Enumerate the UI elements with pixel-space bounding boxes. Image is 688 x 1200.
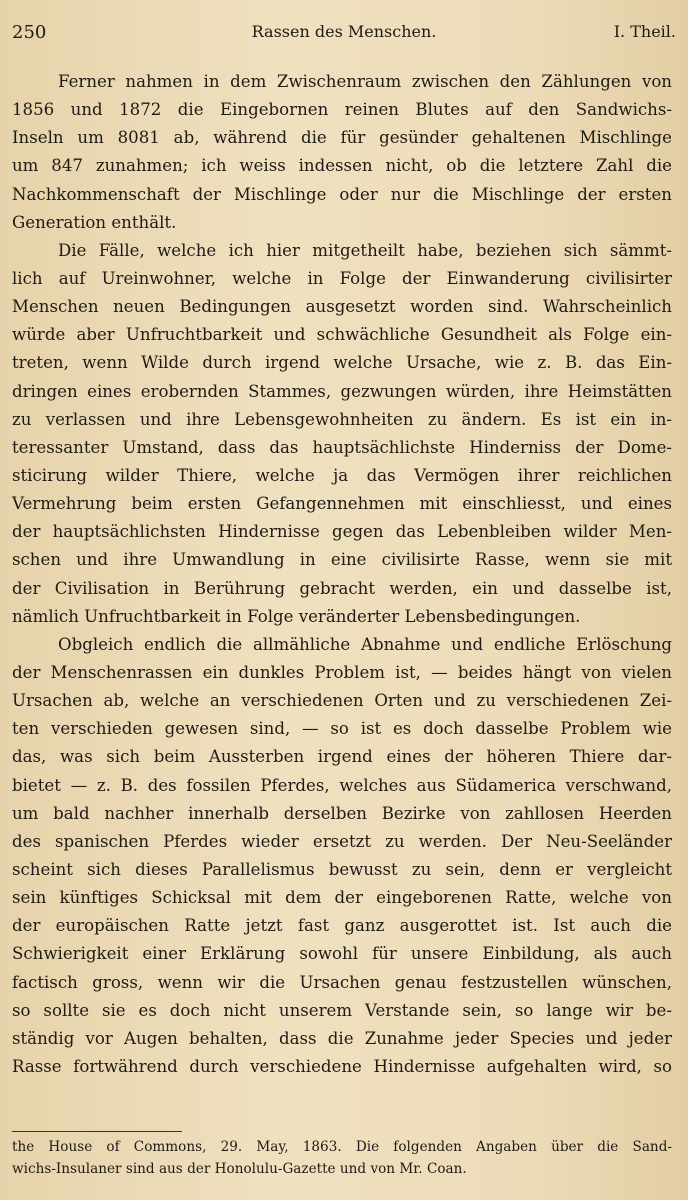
text-line: Rasse fortwährend durch verschiedene Hindernisse aufgehalten wird, so (12, 1056, 672, 1076)
text-line: der Civilisation in Berührung gebracht werden, ein und dasselbe ist, (12, 578, 672, 598)
text-line: schen und ihre Umwandlung in eine civilisirte Rasse, wenn sie mit (12, 550, 672, 570)
text-line: 1856 und 1872 die Eingebornen reinen Blutes auf den Sandwichs- (12, 100, 672, 120)
text-line: würde aber Unfruchtbarkeit und schwächliche Gesundheit als Folge ein- (12, 325, 672, 345)
text-line: Menschen neuen Bedingungen ausgesetzt worden sind. Wahrscheinlich (12, 297, 672, 317)
text-line: der Menschenrassen ein dunkles Problem ist, — beides hängt von vielen (12, 662, 672, 682)
footnote-rule (12, 1131, 182, 1132)
footnote-line: wichs-Insulaner sind aus der Honolulu-Gazette und von Mr. Coan. (12, 1161, 467, 1177)
text-line: nämlich Unfruchtbarkeit in Folge veränderter Lebensbedingungen. (12, 606, 581, 626)
text-line: Vermehrung beim ersten Gefangennehmen mit einschliesst, und eines (12, 494, 672, 514)
text-line: Schwierigkeit einer Erklärung sowohl für unsere Einbildung, als auch (12, 944, 672, 964)
text-line: factisch gross, wenn wir die Ursachen genau festzustellen wünschen, (12, 972, 672, 992)
footnote-line: the House of Commons, 29. May, 1863. Die folgenden Angaben über die Sand- (12, 1139, 672, 1155)
text-line: sein künftiges Schicksal mit dem der eingeborenen Ratte, welche von (12, 888, 672, 908)
running-head (12, 22, 676, 46)
text-line: Die Fälle, welche ich hier mitgetheilt habe, beziehen sich sämmt- (58, 240, 672, 260)
text-line: um 847 zunahmen; ich weiss indessen nicht, ob die letztere Zahl die (12, 156, 672, 176)
text-line: treten, wenn Wilde durch irgend welche Ursache, wie z. B. das Ein- (12, 353, 672, 373)
text-line: lich auf Ureinwohner, welche in Folge der Einwanderung civilisirter (12, 268, 672, 288)
text-line: zu verlassen und ihre Lebensgewohnheiten zu ändern. Es ist ein in- (12, 409, 672, 429)
text-line: Ferner nahmen in dem Zwischenraum zwischen den Zählungen von (58, 72, 672, 91)
text-line: Inseln um 8081 ab, während die für gesünder gehaltenen Mischlinge (12, 128, 672, 148)
text-line: Nachkommenschaft der Mischlinge oder nur die Mischlinge der ersten (12, 184, 672, 204)
text-line: der hauptsächlichsten Hindernisse gegen das Lebenbleiben wilder Men- (12, 522, 672, 542)
text-line: Generation enthält. (12, 212, 177, 232)
text-line: teressanter Umstand, dass das hauptsächlichste Hinderniss der Dome- (12, 437, 672, 457)
text-line: der europäischen Ratte jetzt fast ganz ausgerottet ist. Ist auch die (12, 916, 672, 936)
text-line: sticirung wilder Thiere, welche ja das Vermögen ihrer reichlichen (12, 465, 672, 485)
running-title: Rassen des Menschen. (251, 22, 437, 41)
page-number: 250 (12, 22, 47, 43)
text-line: Ursachen ab, welche an verschiedenen Orten und zu verschiedenen Zei- (12, 691, 672, 711)
text-line: dringen eines erobernden Stammes, gezwungen würden, ihre Heimstätten (12, 381, 672, 401)
text-line: um bald nachher innerhalb derselben Bezirke von zahllosen Heerden (12, 803, 672, 823)
text-line: bietet — z. B. des fossilen Pferdes, welches aus Südamerica verschwand, (12, 775, 672, 795)
text-line: Obgleich endlich die allmähliche Abnahme und endliche Erlöschung (58, 634, 672, 654)
text-line: so sollte sie es doch nicht unserem Verstande sein, so lange wir be- (12, 1000, 672, 1020)
part-label: I. Theil. (613, 22, 676, 41)
body-text (12, 68, 672, 1081)
footnote (12, 1136, 672, 1180)
text-line: das, was sich beim Aussterben irgend eines der höheren Thiere dar- (12, 747, 672, 767)
text-line: ten verschieden gewesen sind, — so ist es doch dasselbe Problem wie (12, 719, 672, 739)
text-line: des spanischen Pferdes wieder ersetzt zu werden. Der Neu-Seeländer (12, 831, 672, 851)
text-line: ständig vor Augen behalten, dass die Zunahme jeder Species und jeder (12, 1028, 672, 1048)
text-line: scheint sich dieses Parallelismus bewusst zu sein, denn er vergleicht (12, 859, 672, 879)
